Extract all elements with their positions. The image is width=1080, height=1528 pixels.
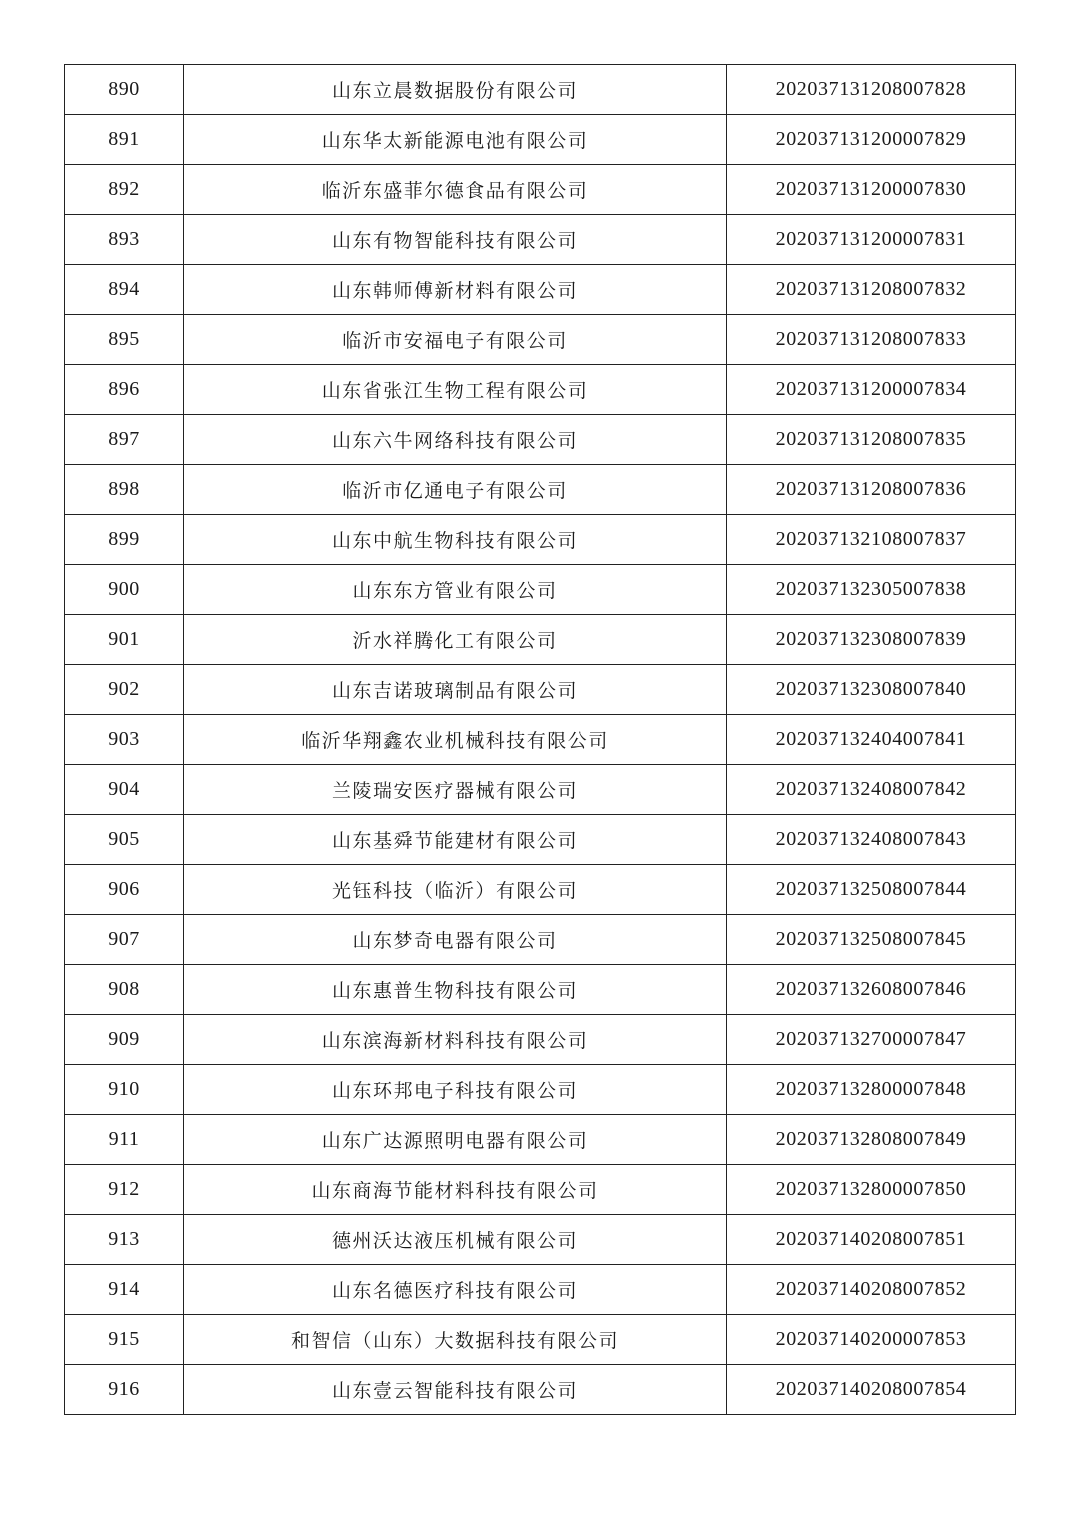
table-row [65,665,1016,715]
company-name-cell: 山东吉诺玻璃制品有限公司 [184,665,727,715]
registration-code-cell: 202037132308007839 [727,615,1016,665]
table-row [65,765,1016,815]
row-index-cell: 913 [65,1215,184,1265]
company-name-cell: 山东名德医疗科技有限公司 [184,1265,727,1315]
table-row [65,1315,1016,1365]
table-row [65,65,1016,115]
row-index-cell: 908 [65,965,184,1015]
table-row [65,815,1016,865]
row-index-cell: 916 [65,1365,184,1415]
registration-code-cell: 202037132800007848 [727,1065,1016,1115]
company-name-cell: 临沂市安福电子有限公司 [184,315,727,365]
company-name-cell: 山东东方管业有限公司 [184,565,727,615]
registration-code-cell: 202037132800007850 [727,1165,1016,1215]
company-name-cell: 山东基舜节能建材有限公司 [184,815,727,865]
company-name-cell: 山东中航生物科技有限公司 [184,515,727,565]
row-index-cell: 910 [65,1065,184,1115]
registration-code-cell: 202037131208007833 [727,315,1016,365]
registry-table-body [65,65,1016,1415]
row-index-cell: 899 [65,515,184,565]
company-name-cell: 山东广达源照明电器有限公司 [184,1115,727,1165]
table-row [65,365,1016,415]
table-row [65,1165,1016,1215]
row-index-cell: 891 [65,115,184,165]
table-row [65,415,1016,465]
row-index-cell: 890 [65,65,184,115]
row-index-cell: 892 [65,165,184,215]
registration-code-cell: 202037131208007836 [727,465,1016,515]
table-row [65,465,1016,515]
table-row [65,565,1016,615]
company-name-cell: 山东立晨数据股份有限公司 [184,65,727,115]
company-name-cell: 兰陵瑞安医疗器械有限公司 [184,765,727,815]
row-index-cell: 903 [65,715,184,765]
table-row [65,1215,1016,1265]
registration-code-cell: 202037140208007854 [727,1365,1016,1415]
table-row [65,965,1016,1015]
registration-code-cell: 202037131208007828 [727,65,1016,115]
row-index-cell: 904 [65,765,184,815]
company-name-cell: 山东韩师傅新材料有限公司 [184,265,727,315]
table-row [65,265,1016,315]
row-index-cell: 915 [65,1315,184,1365]
company-name-cell: 临沂华翔鑫农业机械科技有限公司 [184,715,727,765]
company-name-cell: 山东有物智能科技有限公司 [184,215,727,265]
company-name-cell: 山东梦奇电器有限公司 [184,915,727,965]
registration-code-cell: 202037131200007831 [727,215,1016,265]
table-row [65,615,1016,665]
row-index-cell: 897 [65,415,184,465]
registration-code-cell: 202037140200007853 [727,1315,1016,1365]
row-index-cell: 907 [65,915,184,965]
row-index-cell: 901 [65,615,184,665]
row-index-cell: 896 [65,365,184,415]
company-name-cell: 山东商海节能材料科技有限公司 [184,1165,727,1215]
company-name-cell: 临沂东盛菲尔德食品有限公司 [184,165,727,215]
registration-code-cell: 202037132808007849 [727,1115,1016,1165]
table-row [65,515,1016,565]
registration-code-cell: 202037132308007840 [727,665,1016,715]
table-row [65,1115,1016,1165]
registration-code-cell: 202037132700007847 [727,1015,1016,1065]
table-row [65,1065,1016,1115]
registration-code-cell: 202037132404007841 [727,715,1016,765]
table-row [65,315,1016,365]
registration-code-cell: 202037131208007832 [727,265,1016,315]
company-registry-table [64,64,1016,1415]
registration-code-cell: 202037131208007835 [727,415,1016,465]
registration-code-cell: 202037132608007846 [727,965,1016,1015]
row-index-cell: 893 [65,215,184,265]
company-name-cell: 山东滨海新材料科技有限公司 [184,1015,727,1065]
row-index-cell: 898 [65,465,184,515]
table-row [65,915,1016,965]
company-name-cell: 山东华太新能源电池有限公司 [184,115,727,165]
registration-code-cell: 202037132408007843 [727,815,1016,865]
table-row [65,865,1016,915]
table-row [65,1265,1016,1315]
company-name-cell: 光钰科技（临沂）有限公司 [184,865,727,915]
table-row [65,215,1016,265]
company-name-cell: 和智信（山东）大数据科技有限公司 [184,1315,727,1365]
row-index-cell: 900 [65,565,184,615]
registration-code-cell: 202037131200007834 [727,365,1016,415]
company-name-cell: 山东六牛网络科技有限公司 [184,415,727,465]
registration-code-cell: 202037131200007829 [727,115,1016,165]
company-name-cell: 山东惠普生物科技有限公司 [184,965,727,1015]
company-name-cell: 山东壹云智能科技有限公司 [184,1365,727,1415]
row-index-cell: 902 [65,665,184,715]
registration-code-cell: 202037140208007851 [727,1215,1016,1265]
company-name-cell: 山东环邦电子科技有限公司 [184,1065,727,1115]
registration-code-cell: 202037132508007845 [727,915,1016,965]
row-index-cell: 906 [65,865,184,915]
company-name-cell: 沂水祥腾化工有限公司 [184,615,727,665]
row-index-cell: 914 [65,1265,184,1315]
row-index-cell: 911 [65,1115,184,1165]
table-row [65,165,1016,215]
company-name-cell: 山东省张江生物工程有限公司 [184,365,727,415]
table-row [65,1015,1016,1065]
company-name-cell: 临沂市亿通电子有限公司 [184,465,727,515]
row-index-cell: 912 [65,1165,184,1215]
registration-code-cell: 202037132108007837 [727,515,1016,565]
row-index-cell: 894 [65,265,184,315]
registration-code-cell: 202037132305007838 [727,565,1016,615]
registration-code-cell: 202037131200007830 [727,165,1016,215]
row-index-cell: 895 [65,315,184,365]
table-row [65,715,1016,765]
row-index-cell: 909 [65,1015,184,1065]
company-name-cell: 德州沃达液压机械有限公司 [184,1215,727,1265]
registration-code-cell: 202037140208007852 [727,1265,1016,1315]
row-index-cell: 905 [65,815,184,865]
registration-code-cell: 202037132408007842 [727,765,1016,815]
table-row [65,1365,1016,1415]
table-row [65,115,1016,165]
registration-code-cell: 202037132508007844 [727,865,1016,915]
